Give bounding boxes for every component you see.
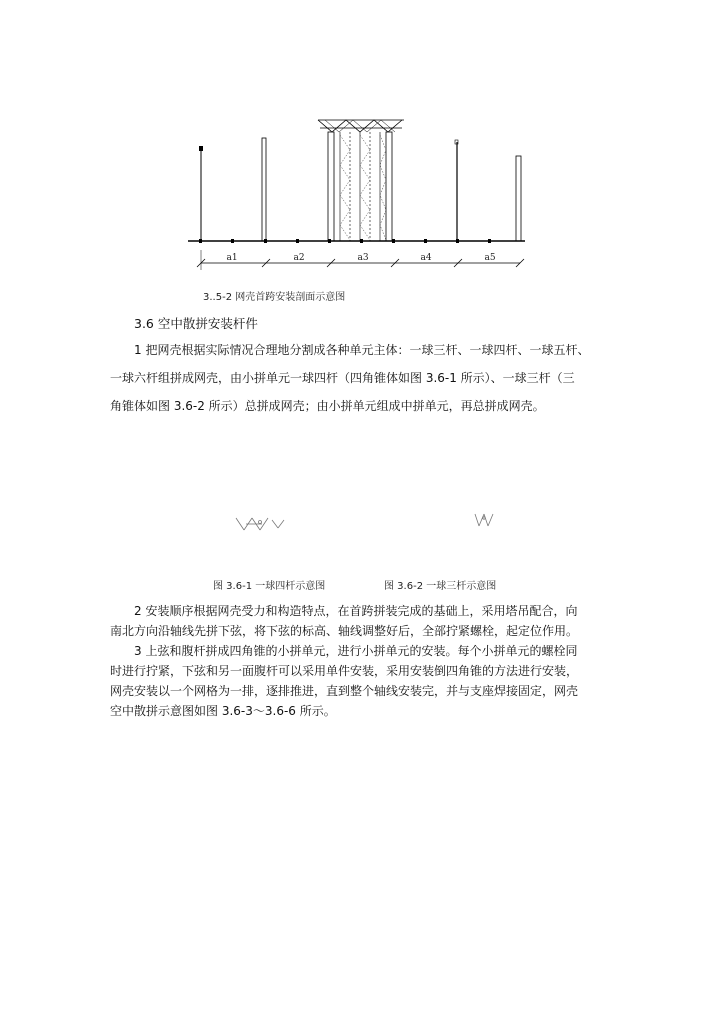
span-label: a4 [420,253,432,263]
paragraph-3 [110,641,620,721]
span-label: a1 [226,253,238,263]
paragraph-1 [110,340,620,416]
paragraph-line: 网壳安装以一个网格为一排，逐排推进，直到整个轴线安装完，并与支座焊接固定，网壳 [110,684,579,698]
paragraph-line: 南北方向沿轴线先拼下弦，将下弦的标高、轴线调整好后，全部拧紧螺栓，起定位作用。 [110,624,579,638]
figure-caption-3-6-1: 图 3.6-1 一球四杆示意图 [213,581,326,592]
paragraph-line: 角锥体如图 3.6-2 所示）总拼成网壳；由小拼单元组成中拼单元，再总拼成网壳。 [110,399,545,413]
paragraph-line: 一球六杆组拼成网壳，由小拼单元一球四杆（四角锥体如图 3.6-1 所示）、一球三杆（三 [110,371,575,385]
column [262,138,266,241]
paragraph-line: 空中散拼示意图如图 3.6-3～3.6-6 所示。 [110,704,336,718]
four-rod-figure [232,512,287,534]
section-heading: 3.6 空中散拼安装杆件 [134,316,258,331]
three-rod-figure [470,510,500,532]
figure-caption: 3..5-2 网壳首跨安装剖面示意图 [203,292,346,303]
span-label: a2 [293,253,305,263]
paragraph-2 [110,601,620,641]
figure-caption-3-6-2: 图 3.6-2 一球三杆示意图 [384,581,497,592]
span-label: a5 [484,253,496,263]
span-label: a3 [357,253,369,263]
paragraph-line: 3 上弦和腹杆拼成四角锥的小拼单元，进行小拼单元的安装。每个小拼单元的螺栓同 [134,644,578,658]
section-diagram [180,110,540,285]
paragraph-line: 1 把网壳根据实际情况合理地分割成各种单元主体：一球三杆、一球四杆、一球五杆、 [134,343,590,357]
paragraph-line: 时进行拧紧，下弦和另一面腹杆可以采用单件安装，采用安装倒四角锥的方法进行安装， [110,664,579,678]
paragraph-line: 2 安装顺序根据网壳受力和构造特点，在首跨拼装完成的基础上，采用塔吊配合，向 [134,604,578,618]
central-tower [318,120,404,241]
column [516,156,521,241]
